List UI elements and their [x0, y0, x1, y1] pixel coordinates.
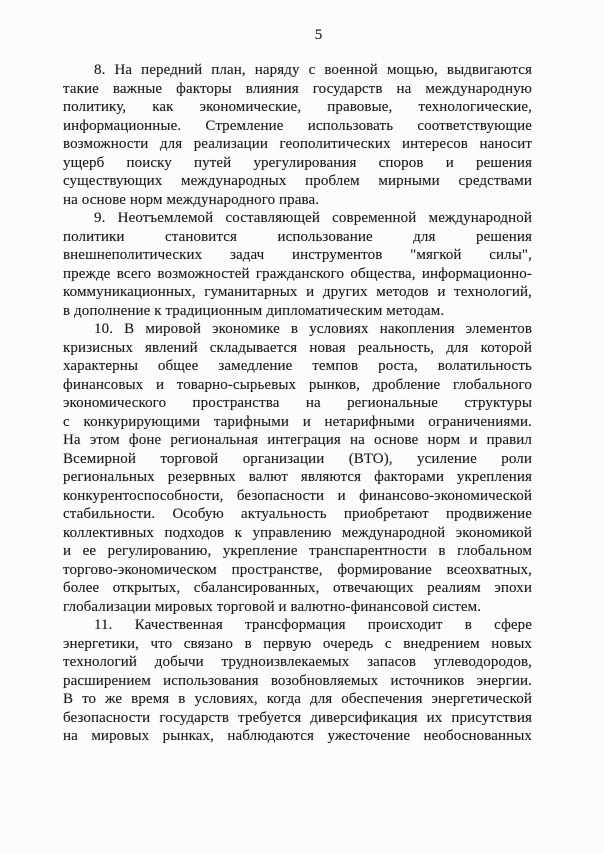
text-line: информационные. Стремление использовать соответствующие [63, 117, 532, 134]
text-line: 10. В мировой экономике в условиях накопления элементов [94, 321, 532, 337]
text-line: энергетики, что связано в первую очередь с внедрением новых [63, 635, 532, 652]
text-line: внешнеполитических задач инструментов "мягкой силы", [63, 247, 532, 263]
text-line: на мировых рынках, наблюдаются ужесточение необоснованных [63, 728, 532, 744]
text-block [63, 61, 532, 746]
text-line: региональных резервных валют являются факторами укрепления [63, 469, 532, 485]
paragraph [63, 616, 532, 746]
text-line: расширением использования возобновляемых источников энергии. [63, 672, 532, 689]
text-line: Всемирной торговой организации (ВТО), усиление роли [63, 450, 532, 467]
text-line: торгово-экономическом пространстве, формирование всеохватных, [63, 561, 532, 578]
text-line: стабильности. Особую актуальность приобретают продвижение [63, 506, 532, 522]
paragraph [63, 209, 532, 320]
text-line: глобализации мировых торговой и валютно-финансовой систем. [63, 598, 482, 615]
text-line: политику, как экономические, правовые, технологические, [63, 99, 532, 115]
paragraph [63, 61, 532, 209]
text-line: финансовых и товарно-сырьевых рынков, дробление глобального [63, 376, 532, 393]
text-line: 11. Качественная трансформация происходит в сфере [94, 617, 532, 633]
paragraph [63, 320, 532, 616]
text-line: существующих международных проблем мирными средствами [63, 173, 532, 189]
text-line: ущерб поиску путей урегулирования споров и решения [63, 154, 532, 171]
text-line: кризисных явлений складывается новая реальность, для которой [63, 339, 532, 356]
text-line: такие важные факторы влияния государств на международную [63, 80, 532, 97]
page-number: 5 [314, 27, 323, 43]
text-line: более открытых, сбалансированных, отвечающих реалиям эпохи [63, 580, 532, 596]
text-line: На этом фоне региональная интеграция на основе норм и правил [63, 432, 532, 448]
text-line: возможности для реализации геополитических интересов наносит [63, 136, 532, 152]
text-line: с конкурирующими тарифными и нетарифными ограничениями. [63, 413, 532, 430]
text-line: технологий добычи трудноизвлекаемых запасов углеводородов, [63, 654, 532, 670]
text-line: 8. На передний план, наряду с военной мощью, выдвигаются [94, 62, 532, 78]
text-line: 9. Неотъемлемой составляющей современной международной [94, 210, 532, 226]
text-line: и ее регулированию, укрепление транспарентности в глобальном [63, 543, 532, 559]
text-line: коллективных подходов к управлению международной экономикой [63, 524, 532, 541]
text-line: на основе норм международного права. [63, 191, 320, 208]
text-line: экономического пространства на региональные структуры [63, 395, 532, 411]
text-line: коммуникационных, гуманитарных и других методов и технологий, [63, 284, 532, 300]
text-line: безопасности государств требуется диверсификация их присутствия [63, 709, 532, 726]
text-line: В то же время в условиях, когда для обеспечения энергетической [63, 691, 532, 707]
text-line: характерны общее замедление темпов роста, волатильность [63, 358, 532, 374]
text-line: конкурентоспособности, безопасности и финансово-экономической [63, 487, 532, 504]
text-line: в дополнение к традиционным дипломатическим методам. [63, 302, 445, 319]
text-line: прежде всего возможностей гражданского общества, информационно- [63, 265, 532, 282]
text-line: политики становится использование для решения [63, 228, 532, 245]
